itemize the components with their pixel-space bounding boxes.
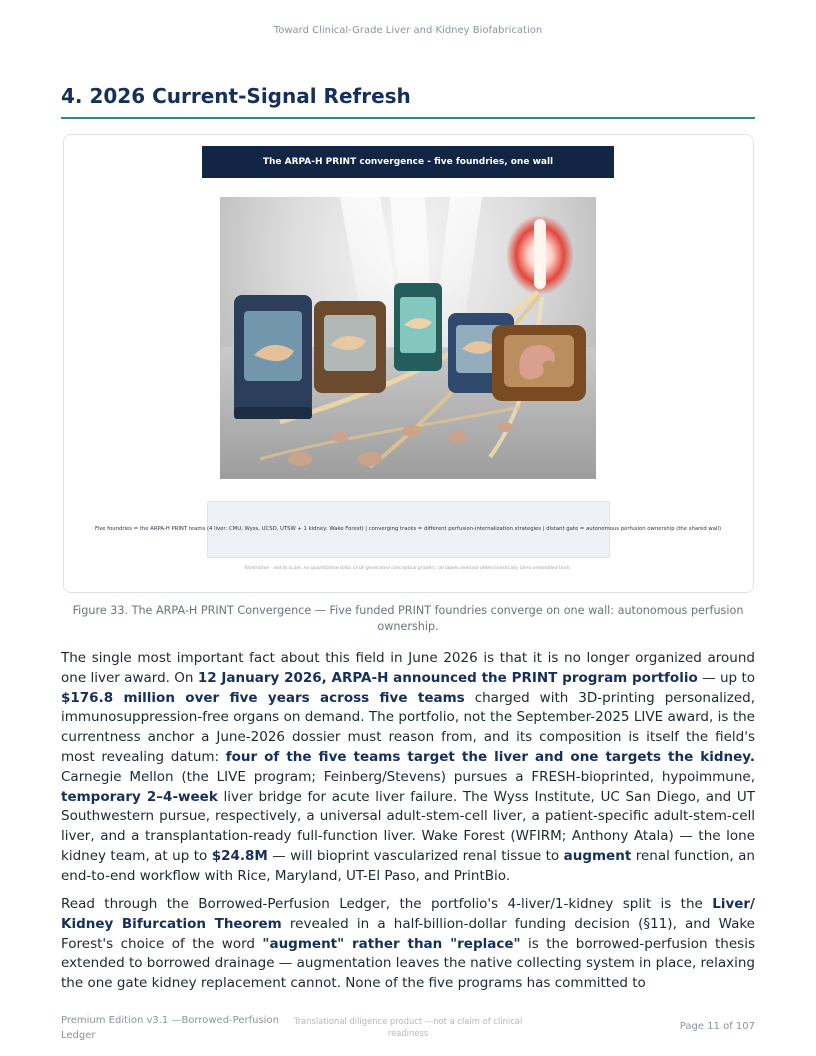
body-text: — up to <box>697 669 755 686</box>
body-text: renal function, an end-to-end workflow with Rice, Maryland, UT-El Paso, and PrintBio. <box>61 847 755 884</box>
body-text: is the borrowed-perfusion thesis extended to borrowed drainage — augmentation leaves the native collecting system in place, relaxing the one gate kidney replacement cannot. None of the five programs has committed to <box>61 935 755 992</box>
body-text: Carnegie Mellon (the LIVE program; Feinberg/Stevens) pursues a FRESH-bioprinted, hypoimmune, <box>61 768 755 785</box>
footer-disclaimer: Translational diligence product —not a claim of clinical readiness <box>293 1016 523 1038</box>
section-title: 4. 2026 Current-Signal Refresh <box>61 84 411 108</box>
body-paragraph-2 <box>61 895 755 994</box>
page-number: Page 11 of 107 <box>679 1021 755 1032</box>
perfusion-gate-icon <box>506 215 574 295</box>
foundry-liver-icon <box>234 295 312 419</box>
title-rule <box>61 117 755 119</box>
body-text: charged with 3D-printing personalized, immunosuppression-free organs on demand. The portfolio, not the September-2025 LIVE award, is the currentness anchor a June-2026 dossier must reason from, and its composition is itself the field's most revealing datum: <box>61 689 755 765</box>
body-text: Read through the Borrowed-Perfusion Ledger, the portfolio's 4-liver/1-kidney split is the <box>61 896 713 912</box>
emphasis-text: 12 January 2026, ARPA-H announced the PRINT program portfolio <box>197 669 698 686</box>
emphasis-text: temporary 2–4-week <box>61 788 218 805</box>
body-text: liver bridge for acute liver failure. The Wyss Institute, UC San Diego, and UT Southwestern pursue, respectively, a universal adult-stem-cell liver, a patient-specific adult-stem-cell liver, and a transplantation-ready full-function liver. Wake Forest (WFIRM; Anthony Atala) — the lone kidney team, at up to <box>61 788 755 864</box>
emphasis-text: Liver/ Kidney Bifurcation Theorem <box>61 896 755 932</box>
emphasis-text: "augment" rather than "replace" <box>262 935 521 952</box>
emphasis-text: $24.8M <box>211 847 268 864</box>
emphasis-text: $176.8 million over five years across five teams <box>61 689 465 706</box>
figure-caption: Figure 33. The ARPA-H PRINT Convergence — Five funded PRINT foundries converge on one wall: autonomous perfusion ownership. <box>72 604 744 633</box>
emphasis-text: four of the five teams target the liver and one targets the kidney. <box>225 748 755 765</box>
body-text: The single most important fact about this field in June 2026 is that it is no longer organized around one liver award. On <box>61 650 755 686</box>
footer-edition: Premium Edition v3.1 —Borrowed-Perfusion Ledger <box>61 1015 279 1041</box>
foundry-kidney-icon <box>492 325 586 401</box>
running-header: Toward Clinical-Grade Liver and Kidney Biofabrication <box>273 25 543 36</box>
figure-disclaimer: Illustrative - not to scale; no quantitative data. Grok-generated conceptual graphic; all labels overlaid deterministically (zero embedded text). <box>244 566 572 571</box>
body-paragraph-1 <box>61 649 755 887</box>
figure-legend-text: Five foundries = the ARPA-H PRINT teams (4 liver: CMU, Wyss, UCSD, UTSW + 1 kidney: Wake Forest) | converging tracks = different perfusion-internalization strategies | distant gate = autonomous perfusion ownership (the shared wall) <box>94 526 722 532</box>
figure-banner: The ARPA-H PRINT convergence - five foundries, one wall <box>202 146 614 178</box>
body-text: — will bioprint vascularized renal tissue to <box>267 847 564 864</box>
emphasis-text: augment <box>563 847 632 864</box>
figure-illustration <box>220 197 596 479</box>
body-text: revealed in a half-billion-dollar funding decision (§11), and Wake Forest's choice of the word <box>61 915 755 952</box>
